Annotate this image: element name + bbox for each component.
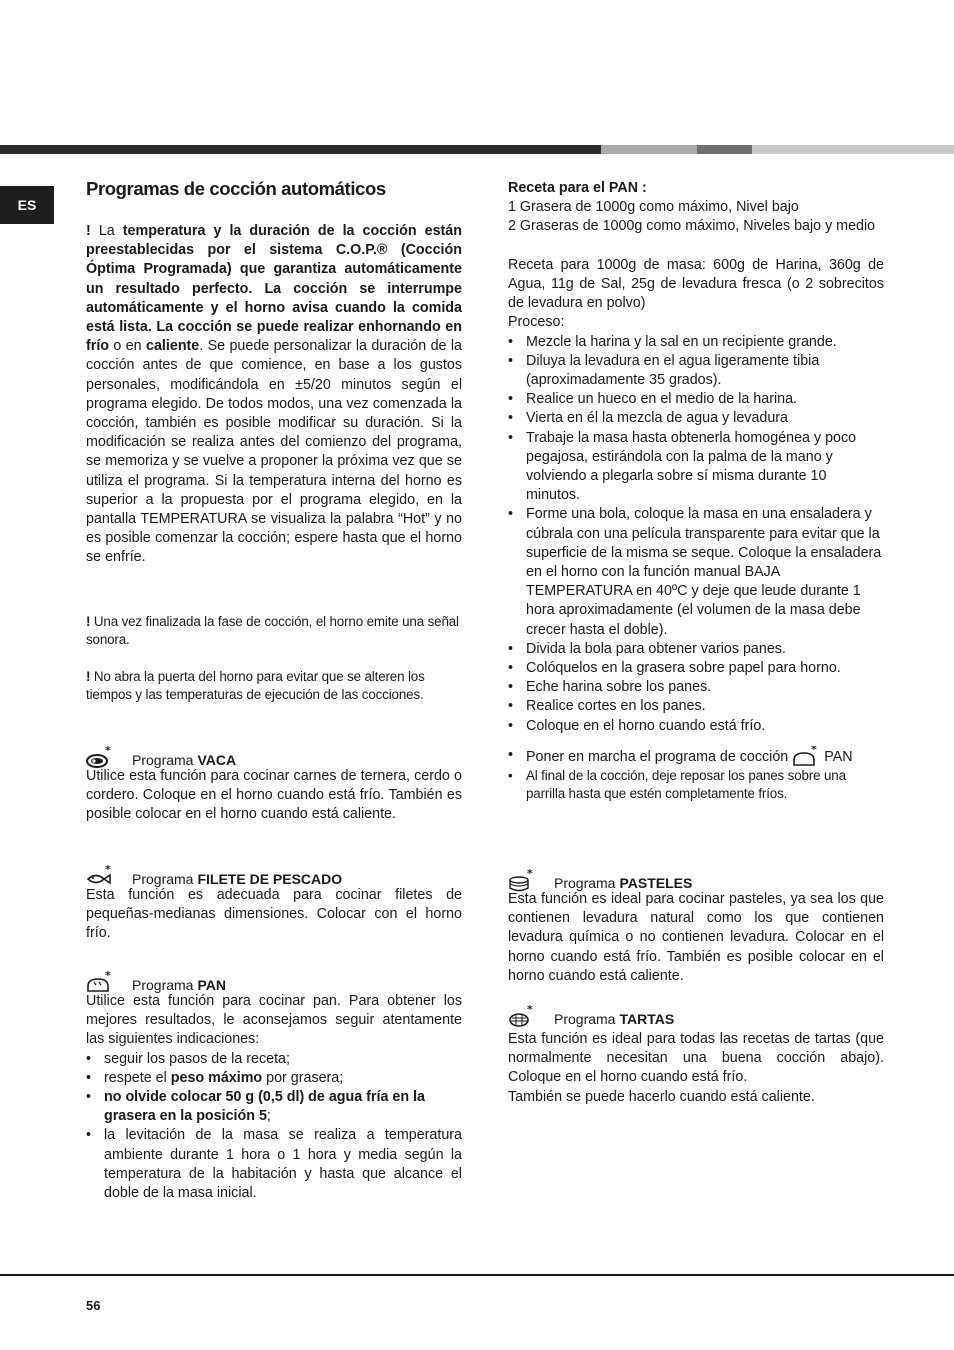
program-description: Esta función es ideal para todas las recetas de tartas (que normalmente necesitan una buena cocción abajo). Coloque en el horno cuando está frío. — [508, 1031, 884, 1086]
list-item-text: respete el — [104, 1069, 167, 1086]
program-description: Esta función es ideal para cocinar pasteles, ya sea los que contienen levadura natural como los que contienen levadura química o no contienen levadura. Colocar en el horno cuando está frío. También es posible colocar en el horno cuando está caliente. — [508, 891, 884, 984]
list-item: • Realice un hueco en el medio de la harina. — [508, 390, 884, 409]
program-name: TARTAS — [619, 1011, 675, 1027]
note-sound — [86, 613, 462, 650]
warning-mark: ! — [86, 669, 91, 684]
recipe-title: Receta para el PAN : — [508, 180, 647, 196]
fish-icon — [86, 865, 114, 887]
program-description: Esta función es adecuada para cocinar filetes de pequeñas-medianas dimensiones. Colocar con el horno frío. — [86, 887, 462, 942]
program-vaca — [86, 746, 462, 825]
program-header — [508, 1005, 884, 1027]
list-item: • Forme una bola, coloque la masa en una ensaladera y cúbrala con una película transparente para evitar que la superficie de la misma se seque. Coloque la ensaladera en el horno con la función manual BAJA TEMPERATURA en 40ºC y deje que leude durante 1 hora aproximadamente (el volumen de la masa debe crecer hasta el doble). — [508, 505, 884, 639]
header-bar-segment — [697, 145, 752, 154]
intro-bold: frío — [86, 338, 110, 355]
svg-text:*: * — [527, 869, 533, 880]
program-prefix: Programa — [554, 1011, 616, 1027]
list-item — [86, 1088, 462, 1126]
warning-mark: ! — [86, 223, 91, 239]
program-tartas — [508, 1005, 884, 1107]
intro-bold: caliente — [146, 338, 200, 355]
program-description: Utilice esta función para cocinar carnes de ternera, cerdo o cordero. Coloque en el horno cuando está frío. También es posible colocar en el horno cuando está caliente. — [86, 768, 462, 823]
page-number: 56 — [86, 1298, 101, 1313]
recipe-final-list — [508, 746, 884, 804]
list-item — [508, 767, 884, 804]
program-name: FILETE DE PESCADO — [197, 871, 343, 887]
intro-bold: que garantiza automáticamente un resultado perfecto. La cocción se interrumpe automáticamente y el horno avisa cuando la comida está lista. La cocción se puede realizar enhornando en — [86, 261, 462, 336]
svg-text:*: * — [527, 1005, 533, 1016]
program-pasteles — [508, 869, 884, 986]
list-item-text: la levitación de la masa se realiza a temperatura ambiente durante 1 hora o 1 hora y media según la temperatura de la habitación y hasta que alcance el doble de la masa inicial. — [104, 1127, 462, 1202]
list-item: • Mezcle la harina y la sal en un recipiente grande. — [508, 333, 884, 352]
footer-rule — [0, 1274, 954, 1276]
warning-mark: ! — [86, 614, 91, 629]
pan-tips-list — [86, 1050, 462, 1204]
intro-text: La — [98, 223, 115, 239]
program-pescado — [86, 865, 462, 944]
header-bar — [0, 145, 954, 154]
bread-icon — [792, 746, 820, 766]
intro-bold: preestablecidas — [86, 242, 195, 259]
program-header — [86, 865, 462, 887]
list-item-text: seguir los pasos de la receta; — [104, 1050, 290, 1067]
note-door — [86, 668, 462, 705]
list-item — [86, 1126, 462, 1203]
note-text: Una vez finalizada la fase de cocción, el horno emite una señal sonora. — [86, 614, 459, 648]
list-item — [508, 746, 884, 767]
note-text: No abra la puerta del horno para evitar que se alteren los tiempos y las temperaturas de ejecución de las cocciones. — [86, 669, 425, 703]
intro-paragraph — [86, 222, 462, 568]
list-item: • Coloque en el horno cuando está frío. — [508, 717, 884, 736]
list-item-text: PAN — [824, 748, 853, 765]
page-title: Programas de cocción automáticos — [86, 178, 386, 199]
program-name: PAN — [197, 977, 226, 993]
list-item: • Diluya la levadura en el agua ligeramente tibia (aproximadamente 35 grados). — [508, 352, 884, 390]
header-bar-segment — [752, 145, 954, 154]
list-item-bold: peso máximo — [170, 1069, 263, 1086]
program-prefix: Programa — [554, 875, 616, 891]
program-header — [86, 746, 462, 768]
list-item-bold: no olvide colocar 50 g (0,5 dl) de agua fría en la grasera en la posición 5 — [104, 1089, 425, 1125]
list-item — [86, 1050, 462, 1069]
svg-text:*: * — [105, 746, 111, 757]
program-header — [86, 971, 462, 993]
intro-bold: temperatura — [122, 223, 206, 239]
header-bar-segment — [601, 145, 697, 154]
intro-bold: y la duración de la cocción están — [213, 223, 462, 239]
intro-text: o en — [113, 338, 142, 355]
list-item: • Vierta en él la mezcla de agua y levadura — [508, 409, 884, 428]
intro-text: . Se puede personalizar la duración de la cocción antes de que comience, en base a los gustos personales, modificándola en ±5/20 minutos según el programa elegido. De todos modos, una vez comenzada la cocción, también es posible modificar su duración. Si la modificación se realiza antes del comienzo del programa, se memoriza y se vuelve a proponer la próxima vez que se utiliza el programa. Si la temperatura interna del horno es superior a la propuesta por el programa elegido, en la pantalla TEMPERATURA se visualiza la palabra “Hot” y no es posible comenzar la cocción; espere hasta que el horno se enfríe. — [86, 338, 462, 566]
recipe-ingredients: Receta para 1000g de masa: 600g de Harina, 360g de Agua, 11g de Sal, 25g de levadura fresca (o 2 sobrecitos de levadura en polvo) — [508, 256, 884, 312]
svg-text:*: * — [105, 971, 111, 982]
language-tab: ES — [0, 186, 54, 224]
recipe-line: 2 Graseras de 1000g como máximo, Niveles bajo y medio — [508, 218, 876, 235]
program-description: Utilice esta función para cocinar pan. Para obtener los mejores resultados, le aconsejamos seguir atentamente las siguientes indicaciones: — [86, 993, 462, 1048]
intro-bold: (Cocción Óptima Programada) — [86, 242, 462, 278]
bread-icon — [86, 971, 114, 993]
program-header — [508, 869, 884, 891]
cake-icon — [508, 869, 536, 891]
header-bar-segment — [0, 145, 601, 154]
beef-icon — [86, 746, 114, 768]
list-item-text: ; — [266, 1108, 271, 1125]
program-name: VACA — [197, 752, 237, 768]
list-item: • Eche harina sobre los panes. — [508, 678, 884, 697]
list-item: • Divida la bola para obtener varios panes. — [508, 640, 884, 659]
program-name: PASTELES — [619, 875, 693, 891]
tart-icon — [508, 1005, 536, 1027]
intro-bold: por el sistema — [207, 242, 323, 259]
program-prefix: Programa — [132, 871, 194, 887]
list-item — [86, 1069, 462, 1088]
list-item-text: por grasera; — [266, 1069, 344, 1086]
recipe-steps-list — [508, 333, 884, 736]
list-item: • Realice cortes en los panes. — [508, 697, 884, 716]
recipe-process-label: Proceso: — [508, 314, 565, 331]
svg-text:*: * — [811, 745, 818, 756]
recipe-line: 1 Grasera de 1000g como máximo, Nivel bajo — [508, 199, 799, 216]
list-item: • Colóquelos en la grasera sobre papel para horno. — [508, 659, 884, 678]
program-prefix: Programa — [132, 977, 194, 993]
program-prefix: Programa — [132, 752, 194, 768]
intro-bold: C.O.P.® — [335, 242, 388, 259]
program-pan — [86, 971, 462, 1203]
list-item: • Trabaje la masa hasta obtenerla homogénea y poco pegajosa, estirándola con la palma de la mano y volviendo a plegarla sobre sí misma durante 10 minutos. — [508, 429, 884, 506]
program-description: También se puede hacerlo cuando está caliente. — [508, 1088, 815, 1105]
bread-recipe — [508, 179, 884, 804]
list-item-text: Al final de la cocción, deje reposar los panes sobre una parrilla hasta que estén completamente fríos. — [526, 768, 846, 802]
list-item-text: Poner en marcha el programa de cocción — [526, 748, 789, 765]
svg-text:*: * — [105, 865, 111, 876]
